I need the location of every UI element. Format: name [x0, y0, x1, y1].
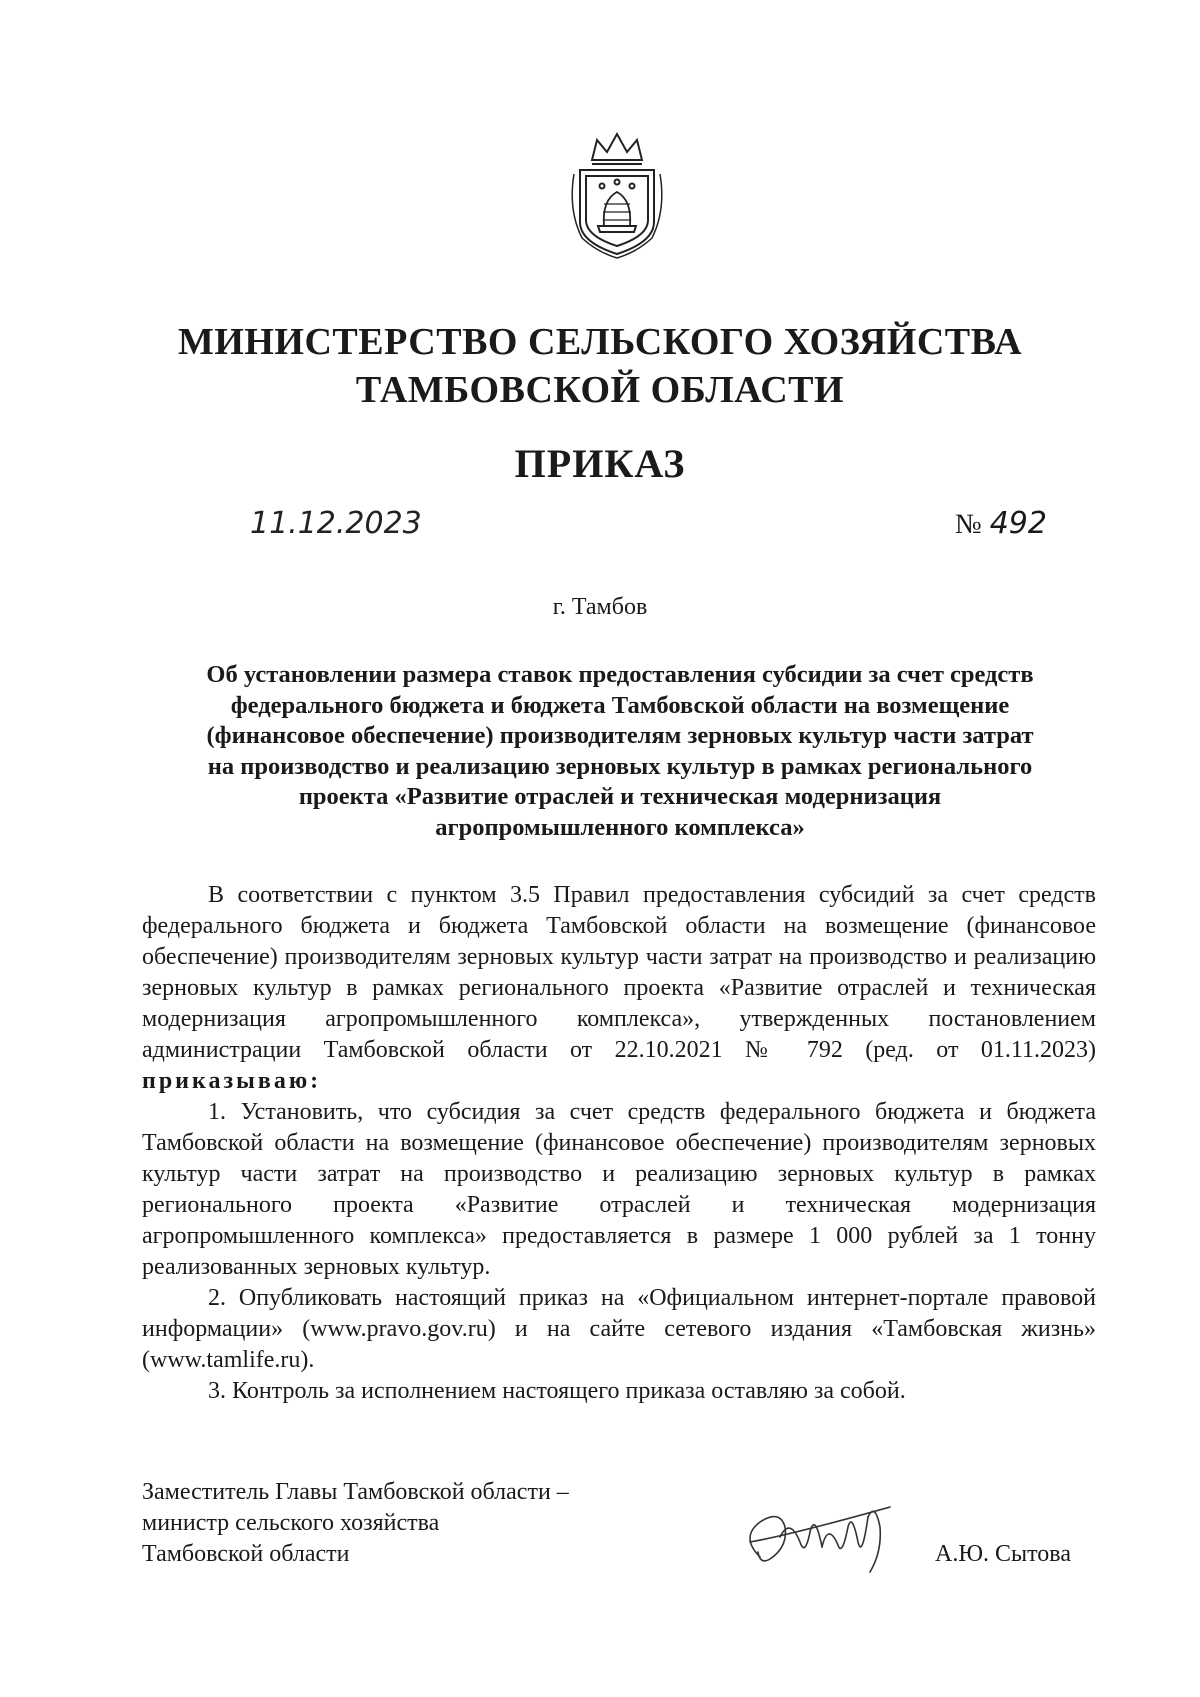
item-1-paragraph: 1. Установить, что субсидия за счет средств федерального бюджета и бюджета Тамбовской области на возмещение (финансовое обеспечение) производителям зерновых культур части затрат на производство и реализацию зерновых культур в рамках регионального проекта «Развитие отраслей и техническая модернизация агропромышленного комплекса» предоставляется в размере 1 000 рублей за 1 тонну реализованных зерновых культур. — [142, 1099, 1096, 1280]
document-date: 11.12.2023 — [250, 506, 422, 541]
city-line: г. Тамбов — [552, 594, 648, 620]
handwritten-signature-icon — [730, 1497, 930, 1577]
document-subject — [150, 660, 1090, 843]
signer-position-line1: Заместитель Главы Тамбовской области – — [142, 1479, 569, 1505]
directive-colon: : — [310, 1068, 322, 1094]
tambov-coat-of-arms-icon — [562, 130, 672, 260]
document-type-title: ПРИКАЗ — [514, 441, 686, 486]
number-label: № — [955, 509, 982, 540]
subject-line: (финансовое обеспечение) производителям зерновых культур части затрат — [206, 722, 1034, 749]
subject-line: проекта «Развитие отраслей и техническая модернизация — [298, 783, 942, 810]
subject-line: на производство и реализацию зерновых культур в рамках регионального — [207, 752, 1033, 780]
subject-line: агропромышленного комплекса» — [435, 813, 805, 841]
item-3-paragraph: 3. Контроль за исполнением настоящего приказа оставляю за собой. — [208, 1378, 906, 1404]
signer-position-line3: Тамбовской области — [142, 1541, 350, 1567]
item-2-paragraph: 2. Опубликовать настоящий приказ на «Официальном интернет-портале правовой информации» (www.pravo.gov.ru) и на сайте сетевого издания «Тамбовская жизнь» (www.tamlife.ru). — [142, 1285, 1096, 1373]
document-body — [142, 880, 1096, 1407]
signer-name: А.Ю. Сытова — [935, 1541, 1071, 1567]
preamble-text: В соответствии с пунктом 3.5 Правил предоставления субсидий за счет средств федерального бюджета и бюджета Тамбовской области на возмещение (финансовое обеспечение) производителям зерновых культур части затрат на производство и реализацию зерновых культур в рамках регионального проекта «Развитие отраслей и техническая модернизация агропромышленного комплекса», утвержденных постановлением администрации Тамбовской области от 22.10.2021 № 792 (ред. от 01.11.2023) — [142, 882, 1096, 1063]
ministry-name-line2: ТАМБОВСКОЙ ОБЛАСТИ — [355, 369, 845, 411]
preamble-paragraph — [142, 880, 1096, 1097]
ministry-name — [0, 318, 1200, 414]
document-number — [955, 506, 1047, 541]
number-value: 492 — [989, 506, 1047, 541]
signer-position-line2: министр сельского хозяйства — [142, 1510, 440, 1536]
signer-position — [142, 1477, 569, 1570]
directive-word: приказываю — [142, 1068, 311, 1094]
subject-line: Об установлении размера ставок предоставления субсидии за счет средств — [206, 661, 1034, 688]
subject-line: федерального бюджета и бюджета Тамбовской области на возмещение — [230, 691, 1010, 719]
ministry-name-line1: МИНИСТЕРСТВО СЕЛЬСКОГО ХОЗЯЙСТВА — [177, 321, 1023, 363]
